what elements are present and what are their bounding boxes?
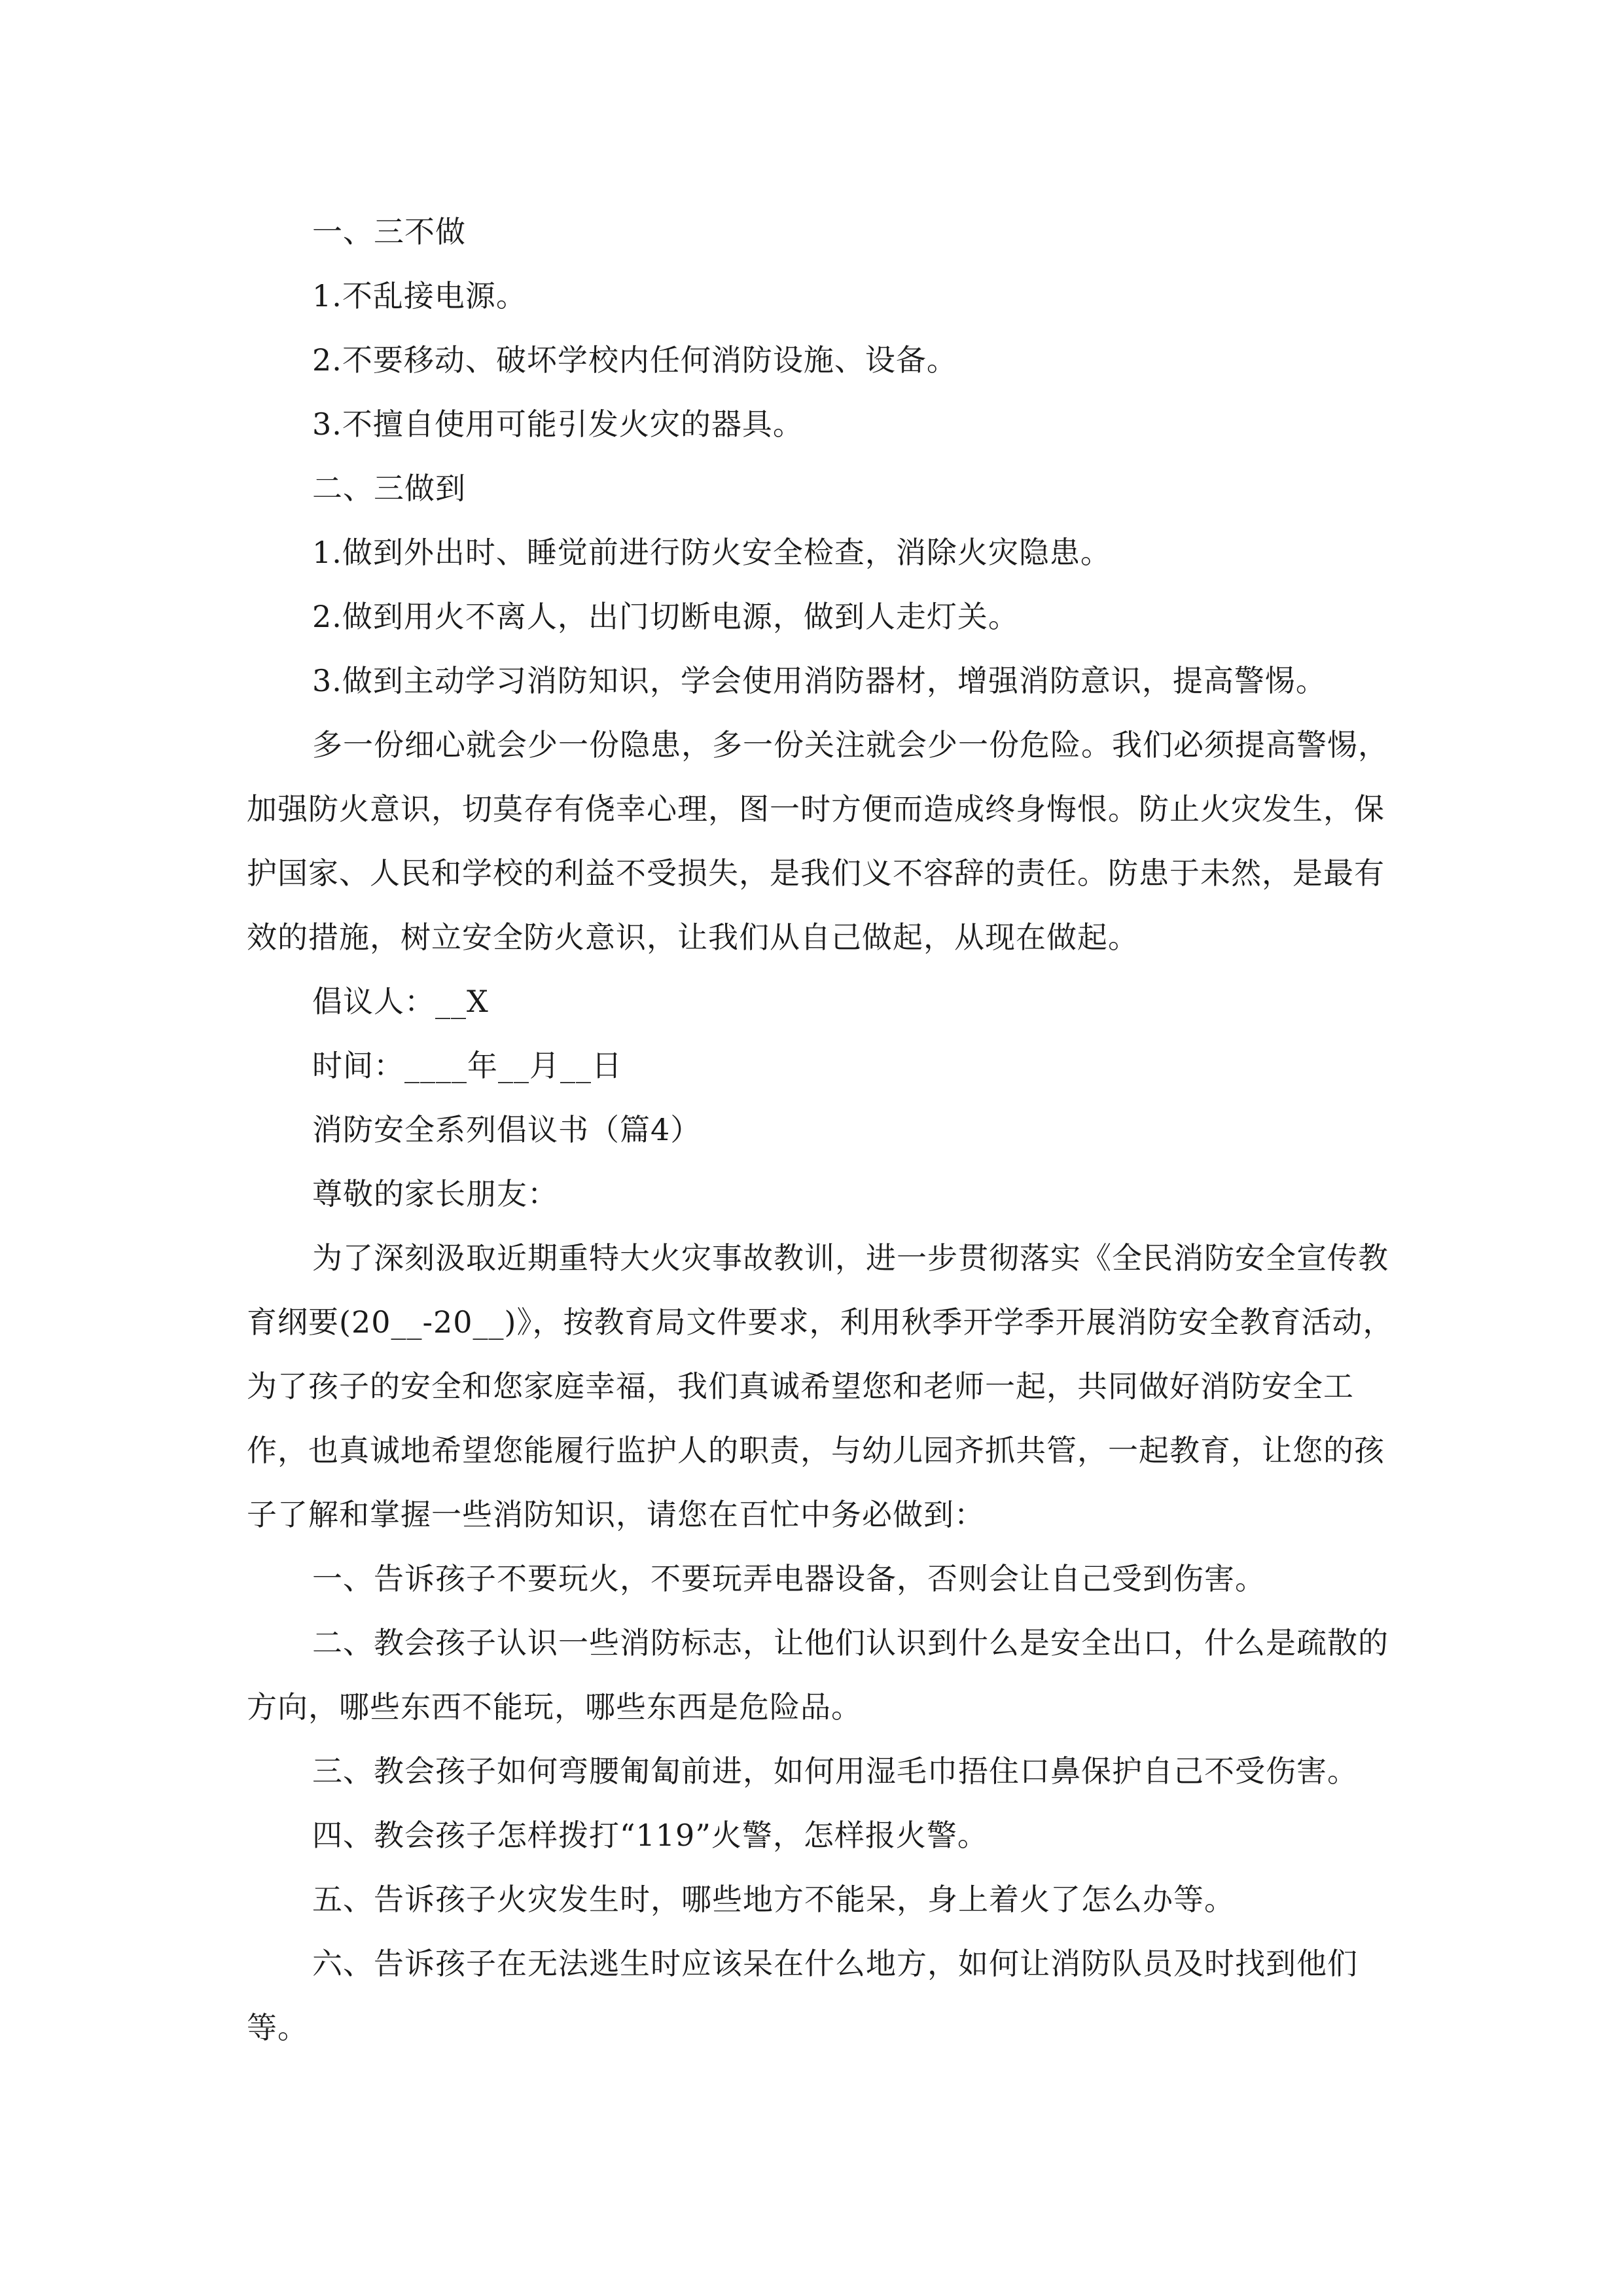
list-item: 1.做到外出时、睡觉前进行防火安全检查，消除火灾隐患。 xyxy=(312,535,1111,570)
list-item: 一、告诉孩子不要玩火，不要玩弄电器设备，否则会让自己受到伤害。 xyxy=(312,1561,1266,1596)
section-heading-three-dos: 二、三做到 xyxy=(312,471,466,506)
body-paragraph: 为了深刻汲取近期重特大火灾事故教训，进一步贯彻落实《全民消防安全宣传教育纲要(20__-20__)》，按教育局文件要求，利用秋季开学季开展消防安全教育活动，为了孩子的安全和您家庭幸福，我们真诚希望您和老师一起，共同做好消防安全工作，也真诚地希望您能履行监护人的职责，与幼儿园齐抓共管，一起教育，让您的孩子了解和掌握一些消防知识，请您在百忙中务必做到： xyxy=(247,1240,1394,1532)
list-item: 六、告诉孩子在无法逃生时应该呆在什么地方，如何让消防队员及时找到他们等。 xyxy=(247,1946,1358,2045)
list-item: 3.不擅自使用可能引发火灾的器具。 xyxy=(312,406,804,442)
document-page xyxy=(247,200,1399,2060)
list-item: 四、教会孩子怎样拨打“119”火警，怎样报火警。 xyxy=(312,1818,988,1853)
list-item: 3.做到主动学习消防知识，学会使用消防器材，增强消防意识，提高警惕。 xyxy=(312,663,1327,698)
signature-date: 时间：____年__月__日 xyxy=(312,1048,622,1083)
document-title: 消防安全系列倡议书（篇4） xyxy=(312,1112,702,1147)
body-paragraph: 多一份细心就会少一份隐患，多一份关注就会少一份危险。我们必须提高警惕，加强防火意识，切莫存有侥幸心理，图一时方便而造成终身悔恨。防止火灾发生，保护国家、人民和学校的利益不受损失，是我们义不容辞的责任。防患于未然，是最有效的措施，树立安全防火意识，让我们从自己做起，从现在做起。 xyxy=(247,727,1389,955)
list-item: 2.做到用火不离人，出门切断电源，做到人走灯关。 xyxy=(312,599,1019,634)
section-heading-three-donts: 一、三不做 xyxy=(312,214,466,249)
list-item: 五、告诉孩子火灾发生时，哪些地方不能呆，身上着火了怎么办等。 xyxy=(312,1882,1235,1917)
list-item: 2.不要移动、破坏学校内任何消防设施、设备。 xyxy=(312,342,957,378)
list-item: 1.不乱接电源。 xyxy=(312,278,527,314)
list-item: 二、教会孩子认识一些消防标志，让他们认识到什么是安全出口，什么是疏散的方向，哪些东西不能玩，哪些东西是危险品。 xyxy=(247,1625,1389,1725)
salutation: 尊敬的家长朋友： xyxy=(312,1176,558,1211)
signature-initiator: 倡议人：__X xyxy=(312,984,489,1019)
list-item: 三、教会孩子如何弯腰匍匐前进，如何用湿毛巾捂住口鼻保护自己不受伤害。 xyxy=(312,1753,1358,1789)
